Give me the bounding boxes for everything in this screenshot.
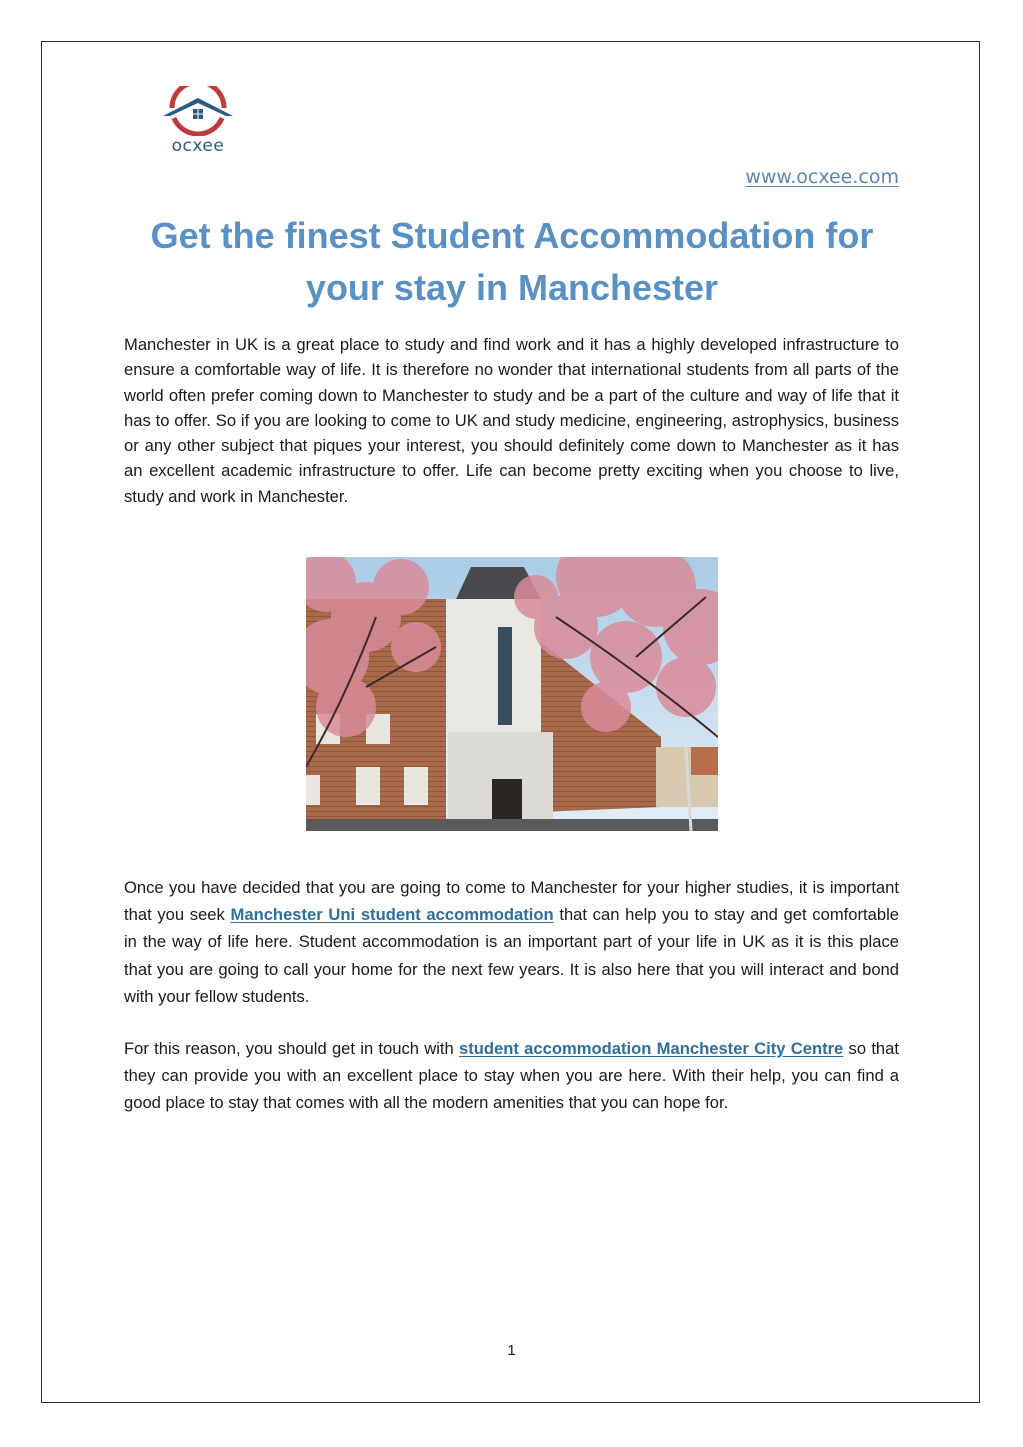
city-centre-paragraph bbox=[124, 1035, 899, 1117]
manchester-uni-accommodation-link[interactable]: Manchester Uni student accommodation bbox=[230, 905, 554, 925]
intro-paragraph: Manchester in UK is a great place to study and find work and it has a highly developed infrastructure to ensure a comfortable way of life. It is therefore no wonder that international students from all parts of the world often prefer coming down to Manchester to study and be a part of the culture and way of life that it has to offer. So if you are looking to come to UK and study medicine, engineering, astrophysics, business or any other subject that piques your interest, you should definitely come down to Manchester as it has an excellent academic infrastructure to offer. Life can become pretty exciting when you choose to live, study and work in Manchester. bbox=[124, 335, 899, 506]
city-centre-accommodation-link[interactable]: student accommodation Manchester City Centre bbox=[459, 1039, 844, 1058]
document-title: Get the finest Student Accommodation for your stay in Manchester bbox=[150, 215, 874, 308]
website-link[interactable]: www.ocxee.com bbox=[745, 166, 899, 188]
paragraph3-text-before: For this reason, you should get in touch with bbox=[124, 1039, 460, 1058]
paragraph2-text-before: Once you have decided that you are going to come to Manchester for your higher studies, it is important that you seek bbox=[124, 878, 899, 925]
accommodation-paragraph bbox=[124, 874, 899, 1010]
building-photo bbox=[306, 557, 718, 831]
logo-wordmark: ocxee bbox=[171, 136, 225, 156]
paragraph3-text-after: so that they can provide you with an excellent place to stay when you are here. With their help, you can find a good place to stay that comes with all the modern amenities that you can hope for. bbox=[124, 1039, 899, 1113]
house-logo-icon bbox=[160, 86, 236, 136]
page-number: 1 bbox=[507, 1342, 516, 1359]
paragraph2-text-after: that can help you to stay and get comfortable in the way of life here. Student accommodation is an important part of your life in UK as it is this place that you are going to call your home for the next few years. It is also here that you will interact and bond with your fellow students. bbox=[124, 905, 899, 1006]
ocxee-logo bbox=[160, 86, 236, 158]
